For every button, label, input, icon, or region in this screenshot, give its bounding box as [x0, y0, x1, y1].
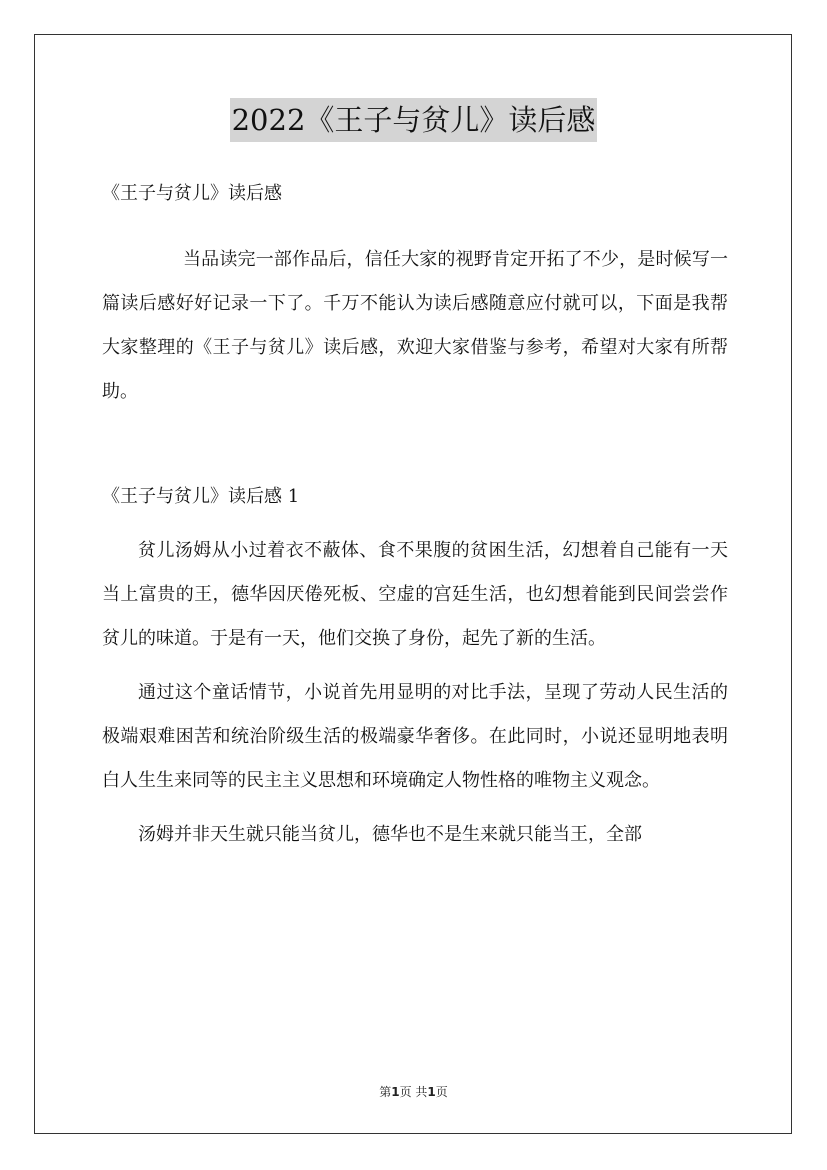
body-paragraph: 贫儿汤姆从小过着衣不蔽体、食不果腹的贫困生活，幻想着自己能有一天当上富贵的王，德华因厌倦死板、空虚的宫廷生活，也幻想着能到民间尝尝作贫儿的味道。于是有一天，他们交换了身份，起先了新的生活。: [102, 540, 728, 649]
document-body: [102, 172, 728, 857]
document-subtitle: 《王子与贫儿》读后感: [102, 183, 282, 204]
document-title: 2022《王子与贫儿》读后感: [230, 98, 598, 142]
page-footer: [0, 1083, 827, 1100]
intro-paragraph: 当品读完一部作品后，信任大家的视野肯定开拓了不少，是时候写一篇读后感好好记录一下了。千万不能认为读后感随意应付就可以，下面是我帮大家整理的《王子与贫儿》读后感，欢迎大家借鉴与参考，希望对大家有所帮助。: [102, 249, 728, 402]
footer-page-mid: 页 共: [399, 1085, 428, 1099]
footer-page-prefix: 第: [379, 1085, 392, 1099]
body-paragraph: 通过这个童话情节，小说首先用显明的对比手法，呈现了劳动人民生活的极端艰难困苦和统治阶级生活的极端豪华奢侈。在此同时，小说还显明地表明白人生生来同等的民主主义思想和环境确定人物性格的唯物主义观念。: [102, 682, 728, 791]
body-paragraph: 汤姆并非天生就只能当贫儿，德华也不是生来就只能当王，全部: [138, 824, 642, 845]
footer-page-total: 1: [427, 1085, 436, 1099]
footer-page-suffix: 页: [435, 1085, 448, 1099]
title-container: [0, 98, 827, 142]
section-heading: 《王子与贫儿》读后感 1: [102, 486, 300, 507]
footer-page-current: 1: [391, 1085, 400, 1099]
